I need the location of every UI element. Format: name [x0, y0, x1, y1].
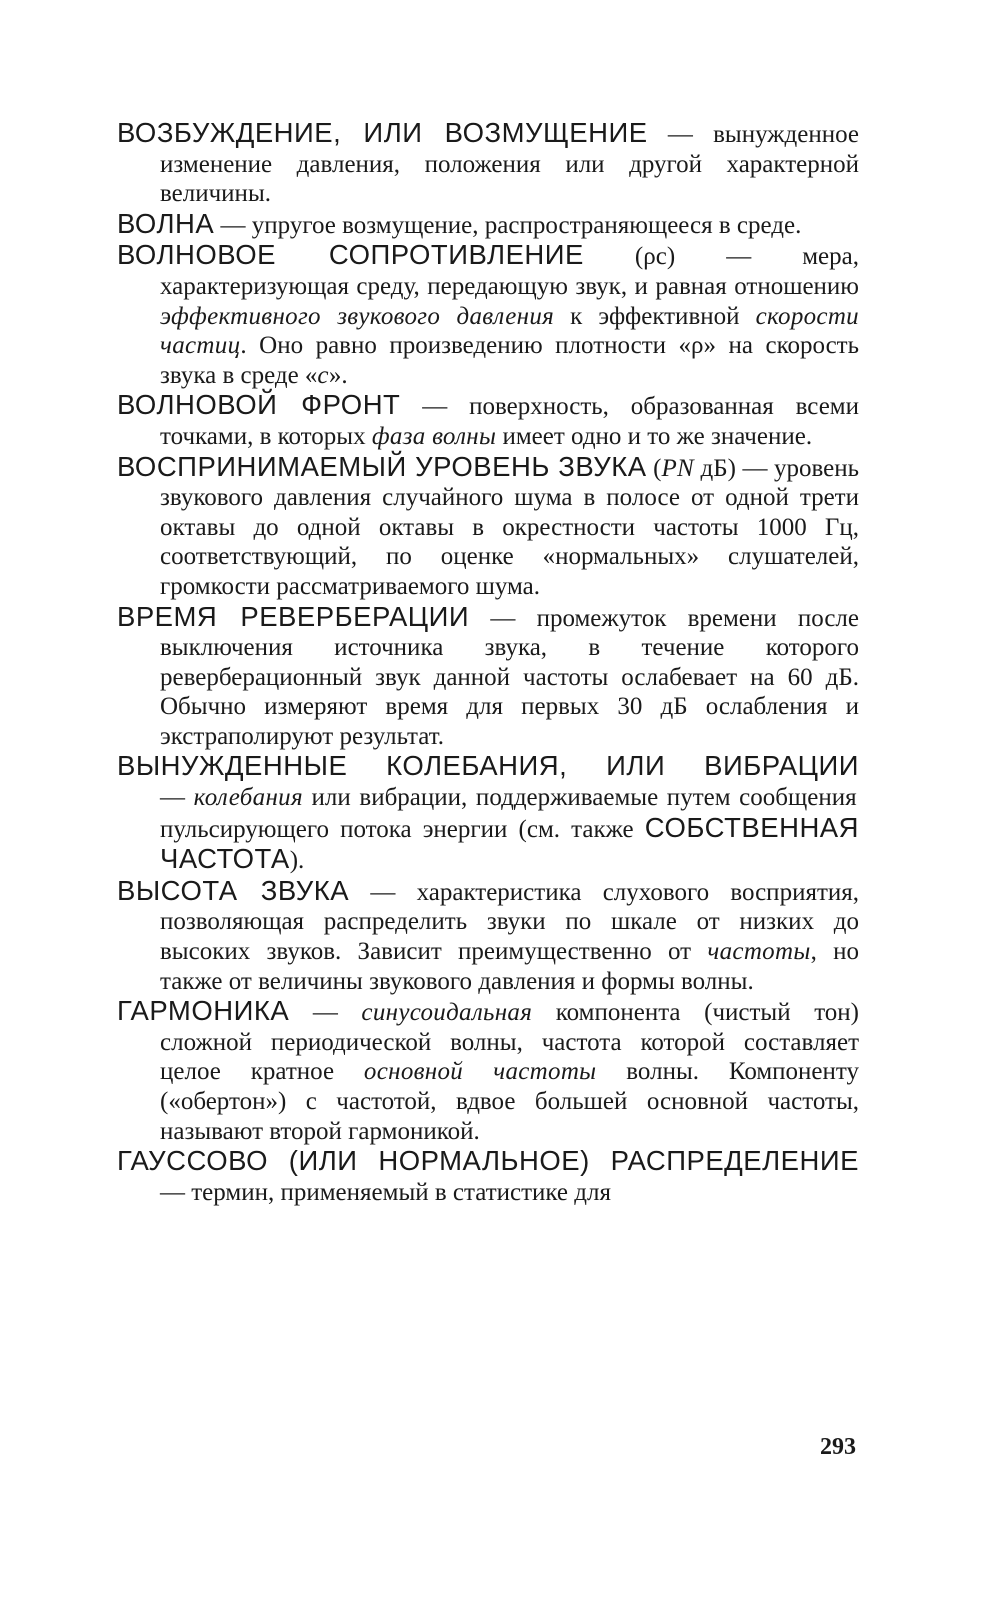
- entry-italic-term: основной частоты: [363, 1058, 597, 1086]
- entry-term: ВОЛНОВОЙ ФРОНТ: [117, 389, 401, 421]
- entry-definition: к эффективной: [554, 302, 756, 330]
- entry-dash: —: [160, 1178, 192, 1206]
- entry-definition: ).: [289, 847, 305, 875]
- entry-italic-symbol: PN: [661, 454, 695, 482]
- entry-symbol: (ρc): [583, 243, 676, 271]
- glossary-entries: [117, 118, 859, 1207]
- entry-definition: ».: [328, 361, 348, 389]
- glossary-entry-excitation: [117, 118, 859, 209]
- entry-term: ВЫНУЖДЕННЫЕ КОЛЕБАНИЯ, ИЛИ ВИБРАЦИИ: [117, 750, 859, 782]
- entry-term: ГАРМОНИКА: [117, 995, 290, 1027]
- entry-definition: уровень звукового давления случайного шума в полосе от одной трети октавы до одной октавы в окрестности частоты 1000 Гц, соответствующий, по оценке «нормальных» слушателей, громкости рассматриваемого шума.: [160, 454, 859, 600]
- entry-definition: компонента (чистый тон) сложной периодической волны, частота которой составляет целое кратное: [160, 999, 859, 1086]
- page-number: 293: [820, 1434, 856, 1460]
- entry-dash: —: [675, 243, 803, 271]
- glossary-entry-wavefront: [117, 390, 859, 451]
- entry-italic-term: эффективного звукового давления: [160, 302, 555, 330]
- entry-definition: имеет одно и то же значение.: [496, 422, 813, 450]
- entry-definition: , но также от величины звукового давления и формы волны.: [160, 938, 859, 995]
- entry-dash: —: [735, 454, 774, 482]
- glossary-entry-pitch: [117, 876, 859, 996]
- entry-term: ВОЗБУЖДЕНИЕ, ИЛИ ВОЗМУЩЕНИЕ: [117, 117, 648, 148]
- entry-dash: —: [469, 604, 537, 632]
- entry-dash: —: [160, 784, 194, 812]
- entry-italic-term: частоты: [707, 938, 811, 966]
- entry-dash: —: [349, 878, 417, 906]
- entry-italic-symbol: c: [317, 361, 329, 389]
- entry-italic-term: колебания: [193, 784, 303, 812]
- entry-italic-term: синусоидальная: [361, 999, 533, 1027]
- glossary-entry-harmonic: [117, 996, 859, 1146]
- entry-definition: волны. Компоненту («обертон») с частотой, вдвое большей основной частоты, называют второй гармоникой.: [160, 1058, 859, 1145]
- entry-definition: промежуток времени после выключения источника звука, в течение которого реверберационный звук данной частоты ослабевает на 60 дБ. Обычно измеряют время для первых 30 дБ ослабления и экстраполируют результат.: [160, 604, 860, 750]
- entry-term: ВЫСОТА ЗВУКА: [117, 874, 350, 906]
- entry-dash: —: [289, 999, 362, 1027]
- entry-symbol: (: [646, 454, 662, 482]
- entry-dash: —: [647, 121, 714, 148]
- entry-definition: термин, применяемый в статистике для: [191, 1178, 611, 1206]
- entry-definition: характеристика слухового восприятия, позволяющая распределить звуки по шкале от низких до высоких звуков. Зависит преимущественно от: [160, 878, 859, 966]
- entry-definition: вынужденное изменение давления, положения или другой характерной величины.: [160, 121, 859, 208]
- entry-definition: упругое возмущение, распространяющееся в среде.: [251, 211, 802, 239]
- glossary-entry-wave-impedance: [117, 240, 859, 390]
- entry-term: ВРЕМЯ РЕВЕРБЕРАЦИИ: [117, 600, 470, 632]
- entry-definition: или вибрации, поддерживаемые путем сообщения пульсирующего потока энергии (см. также: [160, 784, 857, 843]
- entry-dash: —: [400, 393, 470, 421]
- entry-cross-reference: СОБСТВЕННАЯ ЧАСТОТА: [160, 811, 859, 875]
- entry-definition: поверхность, образованная всеми точками, в которых: [160, 393, 859, 450]
- entry-term: ВОЛНА: [117, 207, 215, 239]
- entry-italic-term: скорости частиц: [160, 302, 859, 360]
- entry-italic-term: фаза волны: [371, 422, 497, 450]
- glossary-entry-forced-vibrations: [117, 751, 859, 875]
- glossary-entry-gaussian-distribution: [117, 1146, 859, 1207]
- entry-definition: . Оно равно произведению плотности «ρ» на скорость звука в среде «: [160, 332, 859, 389]
- entry-term: ГАУССОВО (ИЛИ НОРМАЛЬНОЕ) РАСПРЕДЕЛЕНИЕ: [117, 1145, 859, 1177]
- glossary-entry-reverberation-time: [117, 602, 859, 752]
- glossary-entry-wave: [117, 209, 859, 241]
- entry-dash: —: [214, 211, 252, 239]
- entry-definition: мера, характеризующая среду, передающую звук, и равная отношению: [160, 243, 859, 300]
- glossary-entry-perceived-noise-level: [117, 452, 859, 602]
- entry-term: ВОСПРИНИМАЕМЫЙ УРОВЕНЬ ЗВУКА: [117, 450, 647, 482]
- entry-term: ВОЛНОВОЕ СОПРОТИВЛЕНИЕ: [117, 239, 584, 271]
- entry-symbol: дБ): [694, 454, 736, 482]
